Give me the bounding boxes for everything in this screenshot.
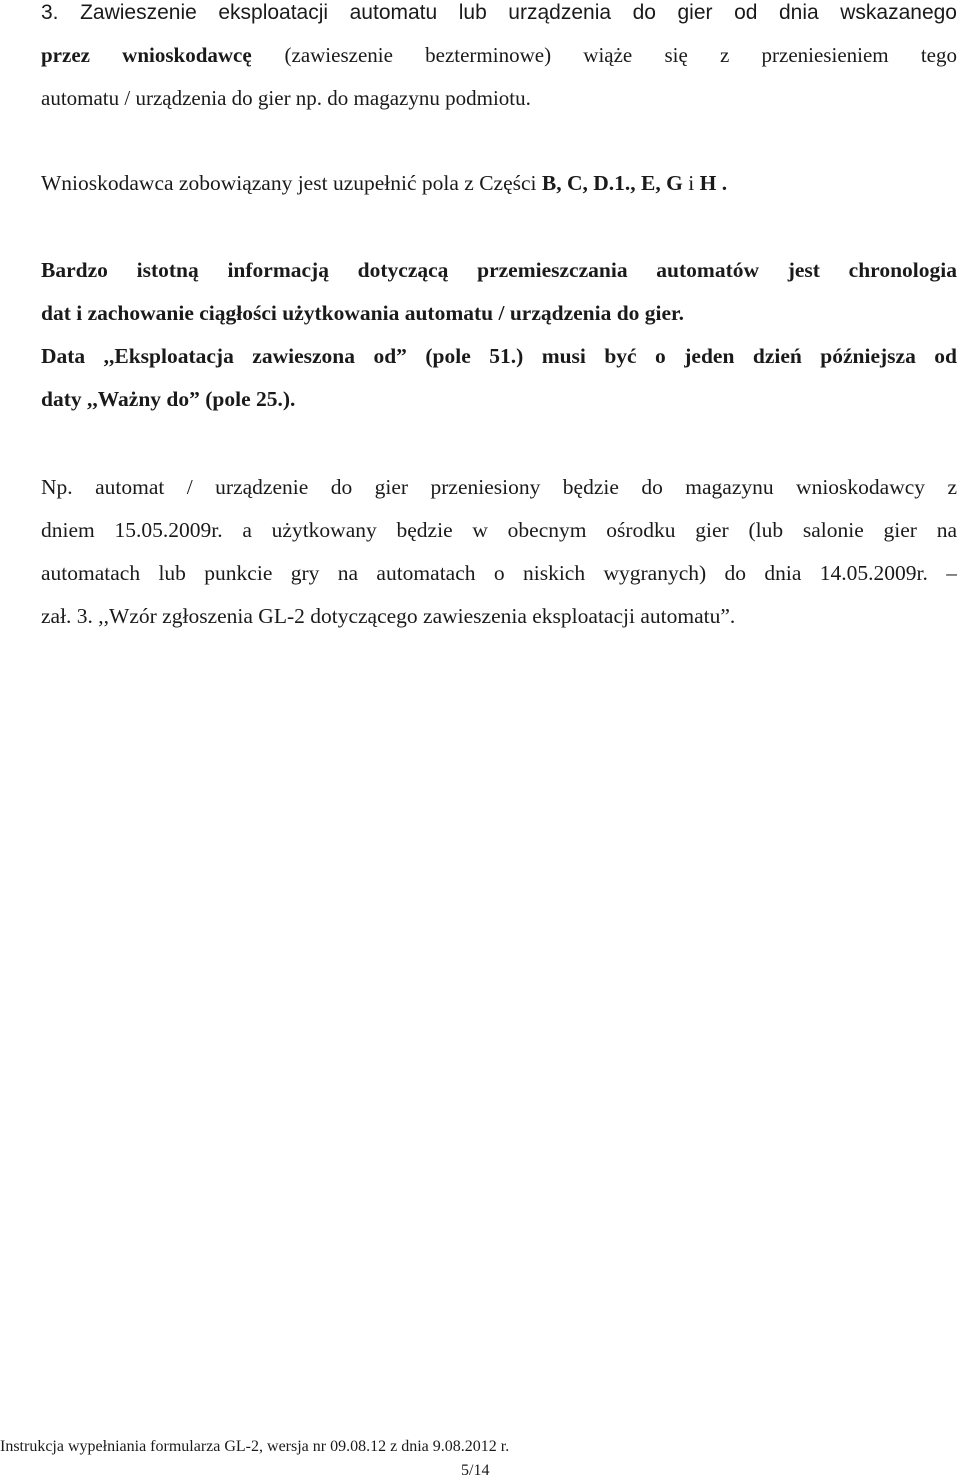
section-3-line-1: 3. Zawieszenie eksploatacji automatu lub urządzenia do gier od dnia wskazanego <box>41 1 957 24</box>
section-3 <box>41 0 957 120</box>
important-line-1: Bardzo istotną informacją dotyczącą przemieszczania automatów jest chronologia <box>41 258 957 282</box>
example-line-3: automatach lub punkcie gry na automatach o niskich wygranych) do dnia 14.05.2009r. – <box>41 561 957 585</box>
obligation-paragraph <box>41 162 957 205</box>
obligation-mid: i <box>682 171 700 195</box>
important-line-4: daty ,,Ważny do” (pole 25.). <box>41 387 296 411</box>
important-line-2: dat i zachowanie ciągłości użytkowania automatu / urządzenia do gier. <box>41 301 685 325</box>
footer-title: Instrukcja wypełniania formularza GL-2, wersja nr 09.08.12 z dnia 9.08.2012 r. <box>0 1438 510 1455</box>
example-line-1: Np. automat / urządzenie do gier przeniesiony będzie do magazynu wnioskodawcy z <box>41 475 957 499</box>
page-number: 5/14 <box>461 1462 490 1479</box>
important-paragraph <box>41 249 957 421</box>
section-3-line-2-bold: przez wnioskodawcę <box>41 43 252 67</box>
example-line-4: zał. 3. ,,Wzór zgłoszenia GL-2 dotyczącego zawieszenia eksploatacji automatu”. <box>41 604 736 628</box>
obligation-last: H . <box>699 171 728 195</box>
important-line-3: Data ,,Eksploatacja zawieszona od” (pole 51.) musi być o jeden dzień późniejsza od <box>41 344 957 368</box>
section-3-line-3: automatu / urządzenia do gier np. do magazynu podmiotu. <box>41 86 531 110</box>
example-line-2: dniem 15.05.2009r. a użytkowany będzie w obecnym ośrodku gier (lub salonie gier na <box>41 518 957 542</box>
obligation-parts: B, C, D.1., E, G <box>541 171 683 195</box>
page-footer <box>0 1437 960 1481</box>
section-3-line-2-rest: (zawieszenie bezterminowe) wiąże się z przeniesieniem tego <box>284 43 957 67</box>
obligation-line <box>41 162 957 205</box>
section-3-line-2 <box>41 34 957 77</box>
example-paragraph <box>41 466 957 638</box>
obligation-prefix: Wnioskodawca zobowiązany jest uzupełnić pola z Części <box>41 171 542 195</box>
